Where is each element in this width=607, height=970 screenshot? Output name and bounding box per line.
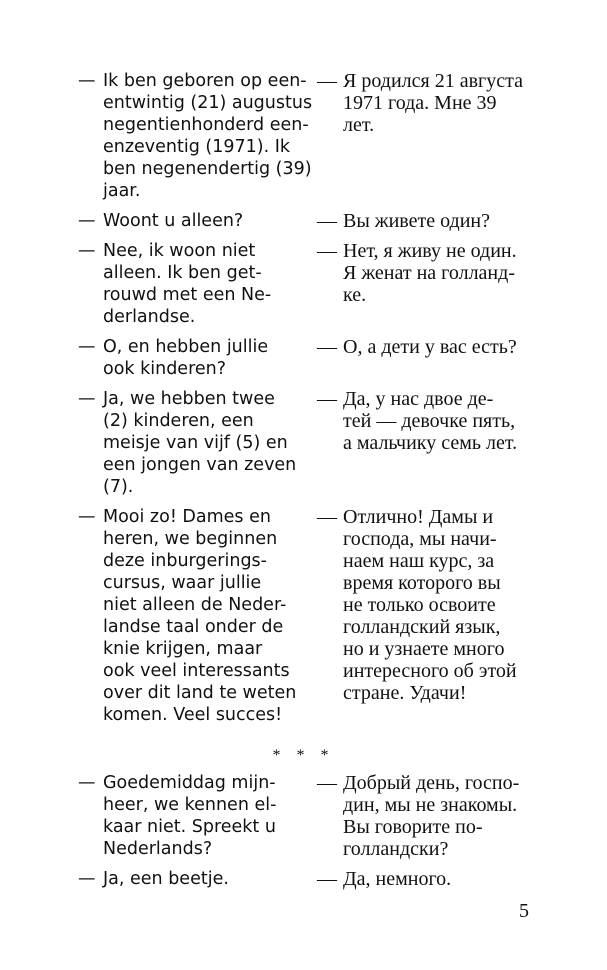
russian-text: О, а дети у вас есть? [343,336,517,358]
dash: — [78,773,96,793]
russian-text: Да, немного. [343,868,452,890]
dialogue-row [78,70,558,202]
russian-text: Я родился 21 августа 1971 года. Мне 39 лет. [343,70,523,136]
dash: — [78,507,96,527]
dutch-line [78,772,315,860]
dialogue-row [78,772,558,860]
russian-text: Отлично! Дамы и господа, мы начи- наем наш курс, за время которого вы не только освоите голландский язык, но и узнаете много интересного об этой стране. Удачи! [343,506,517,704]
dutch-text: Woont u alleen? [103,211,244,231]
russian-text: Нет, я живу не один. Я женат на голланд- ке. [343,240,517,306]
dialogue-row [78,506,558,726]
russian-line [317,210,557,232]
dutch-text: Ja, een beetje. [103,869,229,889]
dutch-line [78,70,315,202]
russian-line [317,240,557,306]
russian-line [317,336,557,358]
section-divider: * * * [272,747,335,764]
dialogue-row [78,336,558,380]
russian-text: Да, у нас двое де- тей — девочке пять, а мальчику семь лет. [343,388,518,454]
dash: — [317,388,337,410]
russian-line [317,70,557,136]
russian-line [317,506,557,704]
russian-text: Вы живете один? [343,210,491,232]
dutch-line [78,240,315,328]
dash: — [78,71,96,91]
dash: — [317,70,337,92]
russian-line [317,868,557,890]
dash: — [78,389,96,409]
dialogue-row [78,210,558,232]
dash: — [317,336,337,358]
dialogue-row [78,240,558,328]
dash: — [317,240,337,262]
dash: — [317,868,337,890]
dutch-text: Ja, we hebben twee (2) kinderen, een meisje van vijf (5) en een jongen van zeven (7). [103,389,297,497]
dialogue-section-1 [78,70,558,734]
russian-text: Добрый день, госпо- дин, мы не знакомы. Вы говорите по- голландски? [343,772,520,860]
dutch-text: Goedemiddag mijn- heer, we kennen el- kaar niet. Spreekt u Nederlands? [103,773,277,859]
dutch-line [78,210,315,232]
dutch-line [78,388,315,498]
russian-line [317,772,557,860]
russian-line [317,388,557,454]
dash: — [317,210,337,232]
dialogue-section-2 [78,772,558,898]
dash: — [78,869,96,889]
dutch-text: Nee, ik woon niet alleen. Ik ben get- rouwd met een Ne- derlandse. [103,241,272,327]
dutch-text: Mooi zo! Dames en heren, we beginnen deze inburgerings- cursus, waar jullie niet alleen de Neder- landse taal onder de knie krijgen, maar ook veel interessants over dit land te weten komen. Veel succes! [103,507,297,725]
dutch-text: O, en hebben jullie ook kinderen? [103,337,269,379]
dash: — [78,211,96,231]
dutch-text: Ik ben geboren op een- entwintig (21) augustus negentienhonderd een- enzeventig (1971). Ik ben negenendertig (39) jaar. [103,71,313,201]
dash: — [78,241,96,261]
dash: — [78,337,96,357]
dialogue-row [78,388,558,498]
dutch-line [78,506,315,726]
dutch-line [78,868,315,890]
dash: — [317,506,337,528]
dash: — [317,772,337,794]
dutch-line [78,336,315,380]
dialogue-row [78,868,558,890]
page-number: 5 [519,900,529,922]
